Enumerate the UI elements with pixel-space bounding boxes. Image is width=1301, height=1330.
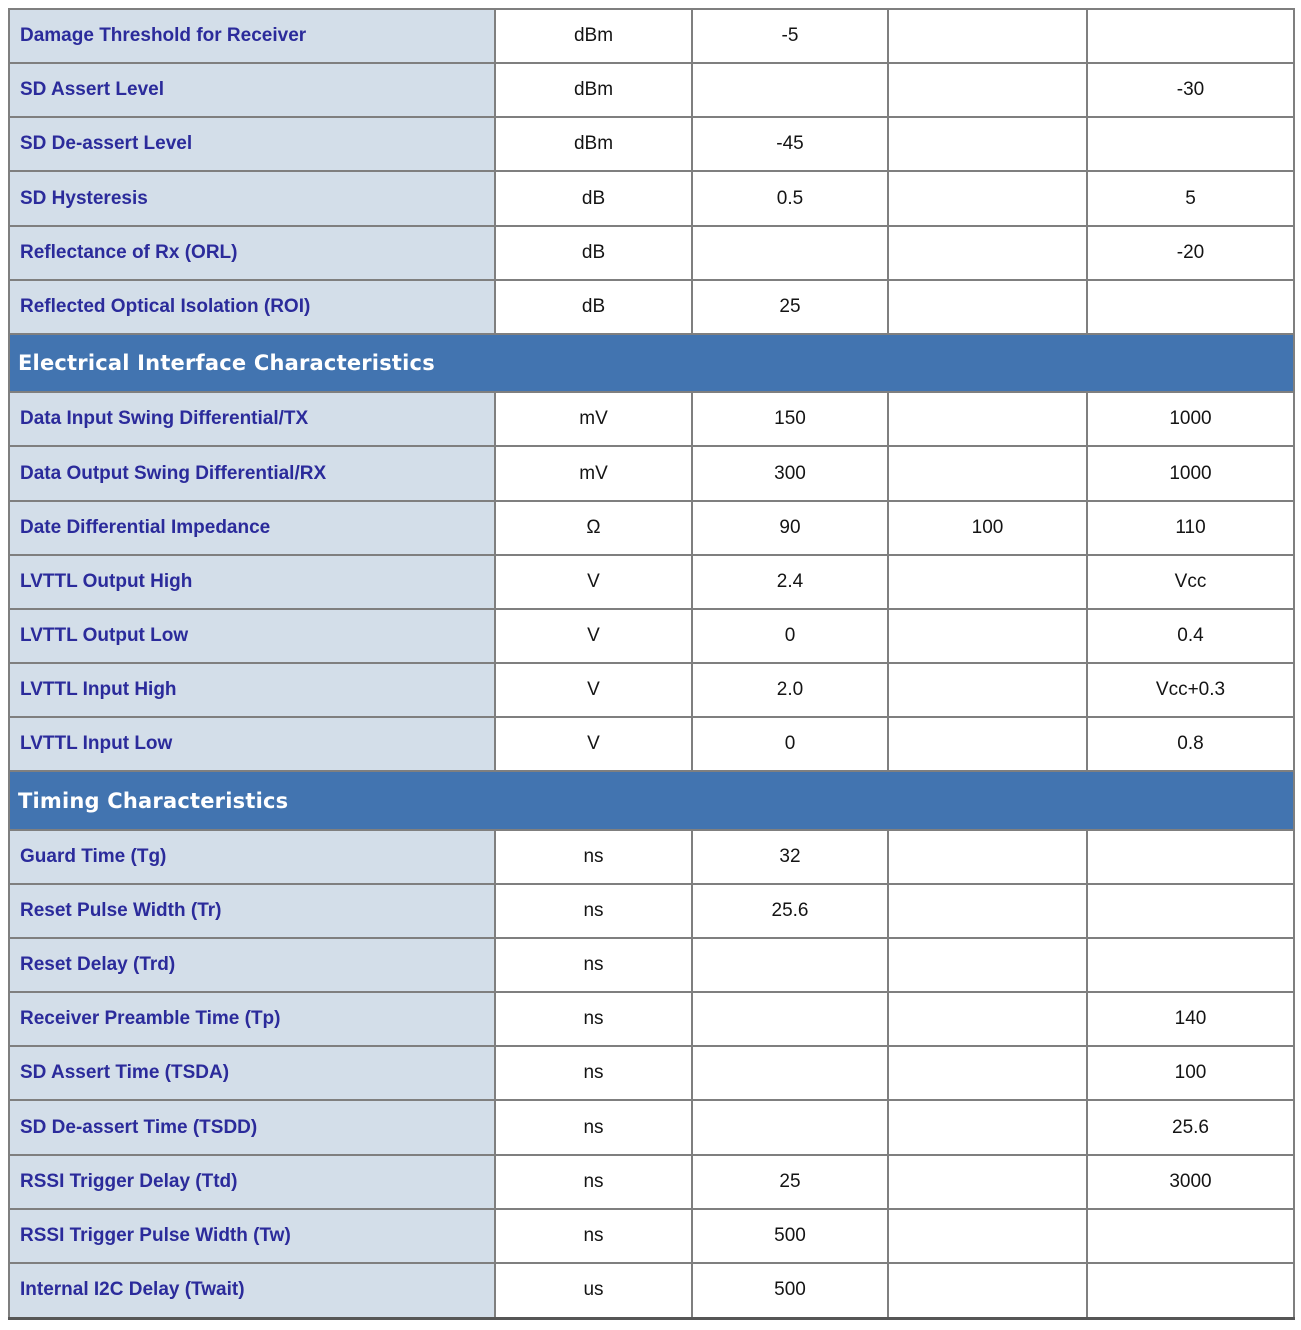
unit-cell: dB bbox=[495, 226, 692, 280]
parameter-label-cell: Receiver Preamble Time (Tp) bbox=[9, 992, 495, 1046]
parameter-label-cell: Guard Time (Tg) bbox=[9, 830, 495, 884]
min-value-cell: 0.5 bbox=[692, 171, 888, 225]
unit-cell: V bbox=[495, 663, 692, 717]
min-value-cell bbox=[692, 226, 888, 280]
max-value-cell: 5 bbox=[1087, 171, 1294, 225]
max-value-cell bbox=[1087, 9, 1294, 63]
typ-value-cell bbox=[888, 280, 1087, 334]
table-row bbox=[9, 446, 1294, 500]
typ-value-cell bbox=[888, 1100, 1087, 1154]
min-value-cell: 25.6 bbox=[692, 884, 888, 938]
min-value-cell bbox=[692, 1046, 888, 1100]
typ-value-cell bbox=[888, 446, 1087, 500]
min-value-cell: 300 bbox=[692, 446, 888, 500]
max-value-cell bbox=[1087, 1209, 1294, 1263]
parameter-label-cell: SD Assert Time (TSDA) bbox=[9, 1046, 495, 1100]
unit-cell: ns bbox=[495, 1209, 692, 1263]
typ-value-cell bbox=[888, 992, 1087, 1046]
max-value-cell bbox=[1087, 884, 1294, 938]
unit-cell: ns bbox=[495, 830, 692, 884]
typ-value-cell bbox=[888, 1155, 1087, 1209]
section-title: Timing Characteristics bbox=[9, 771, 1294, 829]
table-row bbox=[9, 555, 1294, 609]
min-value-cell: 2.4 bbox=[692, 555, 888, 609]
min-value-cell: 25 bbox=[692, 1155, 888, 1209]
min-value-cell: 0 bbox=[692, 609, 888, 663]
parameter-label-cell: Date Differential Impedance bbox=[9, 501, 495, 555]
unit-cell: ns bbox=[495, 938, 692, 992]
section-header-row bbox=[9, 334, 1294, 392]
typ-value-cell bbox=[888, 1046, 1087, 1100]
max-value-cell: 0.8 bbox=[1087, 717, 1294, 771]
table-row bbox=[9, 9, 1294, 63]
table-row bbox=[9, 1046, 1294, 1100]
table-row bbox=[9, 717, 1294, 771]
table-row bbox=[9, 992, 1294, 1046]
parameter-label-cell: Data Input Swing Differential/TX bbox=[9, 392, 495, 446]
min-value-cell bbox=[692, 1100, 888, 1154]
table-row bbox=[9, 1100, 1294, 1154]
parameter-label-cell: SD De-assert Level bbox=[9, 117, 495, 171]
max-value-cell: -20 bbox=[1087, 226, 1294, 280]
typ-value-cell bbox=[888, 226, 1087, 280]
table-row bbox=[9, 501, 1294, 555]
typ-value-cell bbox=[888, 663, 1087, 717]
unit-cell: V bbox=[495, 609, 692, 663]
parameter-label-cell: SD Hysteresis bbox=[9, 171, 495, 225]
section-title: Electrical Interface Characteristics bbox=[9, 334, 1294, 392]
min-value-cell bbox=[692, 992, 888, 1046]
table-row bbox=[9, 392, 1294, 446]
typ-value-cell bbox=[888, 717, 1087, 771]
section-header-row bbox=[9, 771, 1294, 829]
typ-value-cell: 100 bbox=[888, 501, 1087, 555]
typ-value-cell bbox=[888, 9, 1087, 63]
max-value-cell: 1000 bbox=[1087, 392, 1294, 446]
parameter-label-cell: SD Assert Level bbox=[9, 63, 495, 117]
unit-cell: V bbox=[495, 555, 692, 609]
min-value-cell: 0 bbox=[692, 717, 888, 771]
typ-value-cell bbox=[888, 1263, 1087, 1319]
typ-value-cell bbox=[888, 1209, 1087, 1263]
typ-value-cell bbox=[888, 938, 1087, 992]
max-value-cell: 25.6 bbox=[1087, 1100, 1294, 1154]
max-value-cell: Vcc bbox=[1087, 555, 1294, 609]
min-value-cell bbox=[692, 938, 888, 992]
unit-cell: mV bbox=[495, 392, 692, 446]
min-value-cell: 90 bbox=[692, 501, 888, 555]
max-value-cell bbox=[1087, 1263, 1294, 1319]
unit-cell: us bbox=[495, 1263, 692, 1319]
parameter-label-cell: LVTTL Input Low bbox=[9, 717, 495, 771]
typ-value-cell bbox=[888, 117, 1087, 171]
min-value-cell: 25 bbox=[692, 280, 888, 334]
max-value-cell: 1000 bbox=[1087, 446, 1294, 500]
unit-cell: ns bbox=[495, 1155, 692, 1209]
unit-cell: dB bbox=[495, 280, 692, 334]
parameter-label-cell: LVTTL Output Low bbox=[9, 609, 495, 663]
table-row bbox=[9, 1209, 1294, 1263]
unit-cell: ns bbox=[495, 1100, 692, 1154]
table-row bbox=[9, 280, 1294, 334]
max-value-cell: -30 bbox=[1087, 63, 1294, 117]
unit-cell: ns bbox=[495, 992, 692, 1046]
parameter-label-cell: Data Output Swing Differential/RX bbox=[9, 446, 495, 500]
parameter-label-cell: Reflectance of Rx (ORL) bbox=[9, 226, 495, 280]
parameter-label-cell: Reset Delay (Trd) bbox=[9, 938, 495, 992]
max-value-cell bbox=[1087, 938, 1294, 992]
min-value-cell: 500 bbox=[692, 1209, 888, 1263]
table-row bbox=[9, 117, 1294, 171]
table-row bbox=[9, 226, 1294, 280]
max-value-cell: 110 bbox=[1087, 501, 1294, 555]
unit-cell: V bbox=[495, 717, 692, 771]
typ-value-cell bbox=[888, 63, 1087, 117]
unit-cell: dB bbox=[495, 171, 692, 225]
max-value-cell bbox=[1087, 280, 1294, 334]
typ-value-cell bbox=[888, 555, 1087, 609]
unit-cell: ns bbox=[495, 1046, 692, 1100]
max-value-cell bbox=[1087, 830, 1294, 884]
unit-cell: dBm bbox=[495, 117, 692, 171]
unit-cell: dBm bbox=[495, 9, 692, 63]
parameter-label-cell: LVTTL Output High bbox=[9, 555, 495, 609]
min-value-cell: -45 bbox=[692, 117, 888, 171]
table-row bbox=[9, 1155, 1294, 1209]
typ-value-cell bbox=[888, 884, 1087, 938]
table-row bbox=[9, 663, 1294, 717]
unit-cell: mV bbox=[495, 446, 692, 500]
parameter-label-cell: RSSI Trigger Delay (Ttd) bbox=[9, 1155, 495, 1209]
typ-value-cell bbox=[888, 609, 1087, 663]
min-value-cell: 150 bbox=[692, 392, 888, 446]
parameter-label-cell: Internal I2C Delay (Twait) bbox=[9, 1263, 495, 1319]
min-value-cell: 500 bbox=[692, 1263, 888, 1319]
max-value-cell: 3000 bbox=[1087, 1155, 1294, 1209]
table-row bbox=[9, 1263, 1294, 1319]
table-row bbox=[9, 609, 1294, 663]
typ-value-cell bbox=[888, 171, 1087, 225]
parameter-label-cell: Reflected Optical Isolation (ROI) bbox=[9, 280, 495, 334]
unit-cell: Ω bbox=[495, 501, 692, 555]
spec-table bbox=[8, 8, 1295, 1320]
spec-table-body bbox=[9, 9, 1294, 1319]
parameter-label-cell: Damage Threshold for Receiver bbox=[9, 9, 495, 63]
parameter-label-cell: LVTTL Input High bbox=[9, 663, 495, 717]
table-row bbox=[9, 830, 1294, 884]
typ-value-cell bbox=[888, 392, 1087, 446]
min-value-cell: -5 bbox=[692, 9, 888, 63]
max-value-cell bbox=[1087, 117, 1294, 171]
unit-cell: dBm bbox=[495, 63, 692, 117]
max-value-cell: 100 bbox=[1087, 1046, 1294, 1100]
unit-cell: ns bbox=[495, 884, 692, 938]
table-row bbox=[9, 938, 1294, 992]
min-value-cell bbox=[692, 63, 888, 117]
table-row bbox=[9, 884, 1294, 938]
parameter-label-cell: SD De-assert Time (TSDD) bbox=[9, 1100, 495, 1154]
table-row bbox=[9, 171, 1294, 225]
max-value-cell: 0.4 bbox=[1087, 609, 1294, 663]
parameter-label-cell: Reset Pulse Width (Tr) bbox=[9, 884, 495, 938]
min-value-cell: 32 bbox=[692, 830, 888, 884]
typ-value-cell bbox=[888, 830, 1087, 884]
parameter-label-cell: RSSI Trigger Pulse Width (Tw) bbox=[9, 1209, 495, 1263]
table-row bbox=[9, 63, 1294, 117]
max-value-cell: Vcc+0.3 bbox=[1087, 663, 1294, 717]
min-value-cell: 2.0 bbox=[692, 663, 888, 717]
max-value-cell: 140 bbox=[1087, 992, 1294, 1046]
